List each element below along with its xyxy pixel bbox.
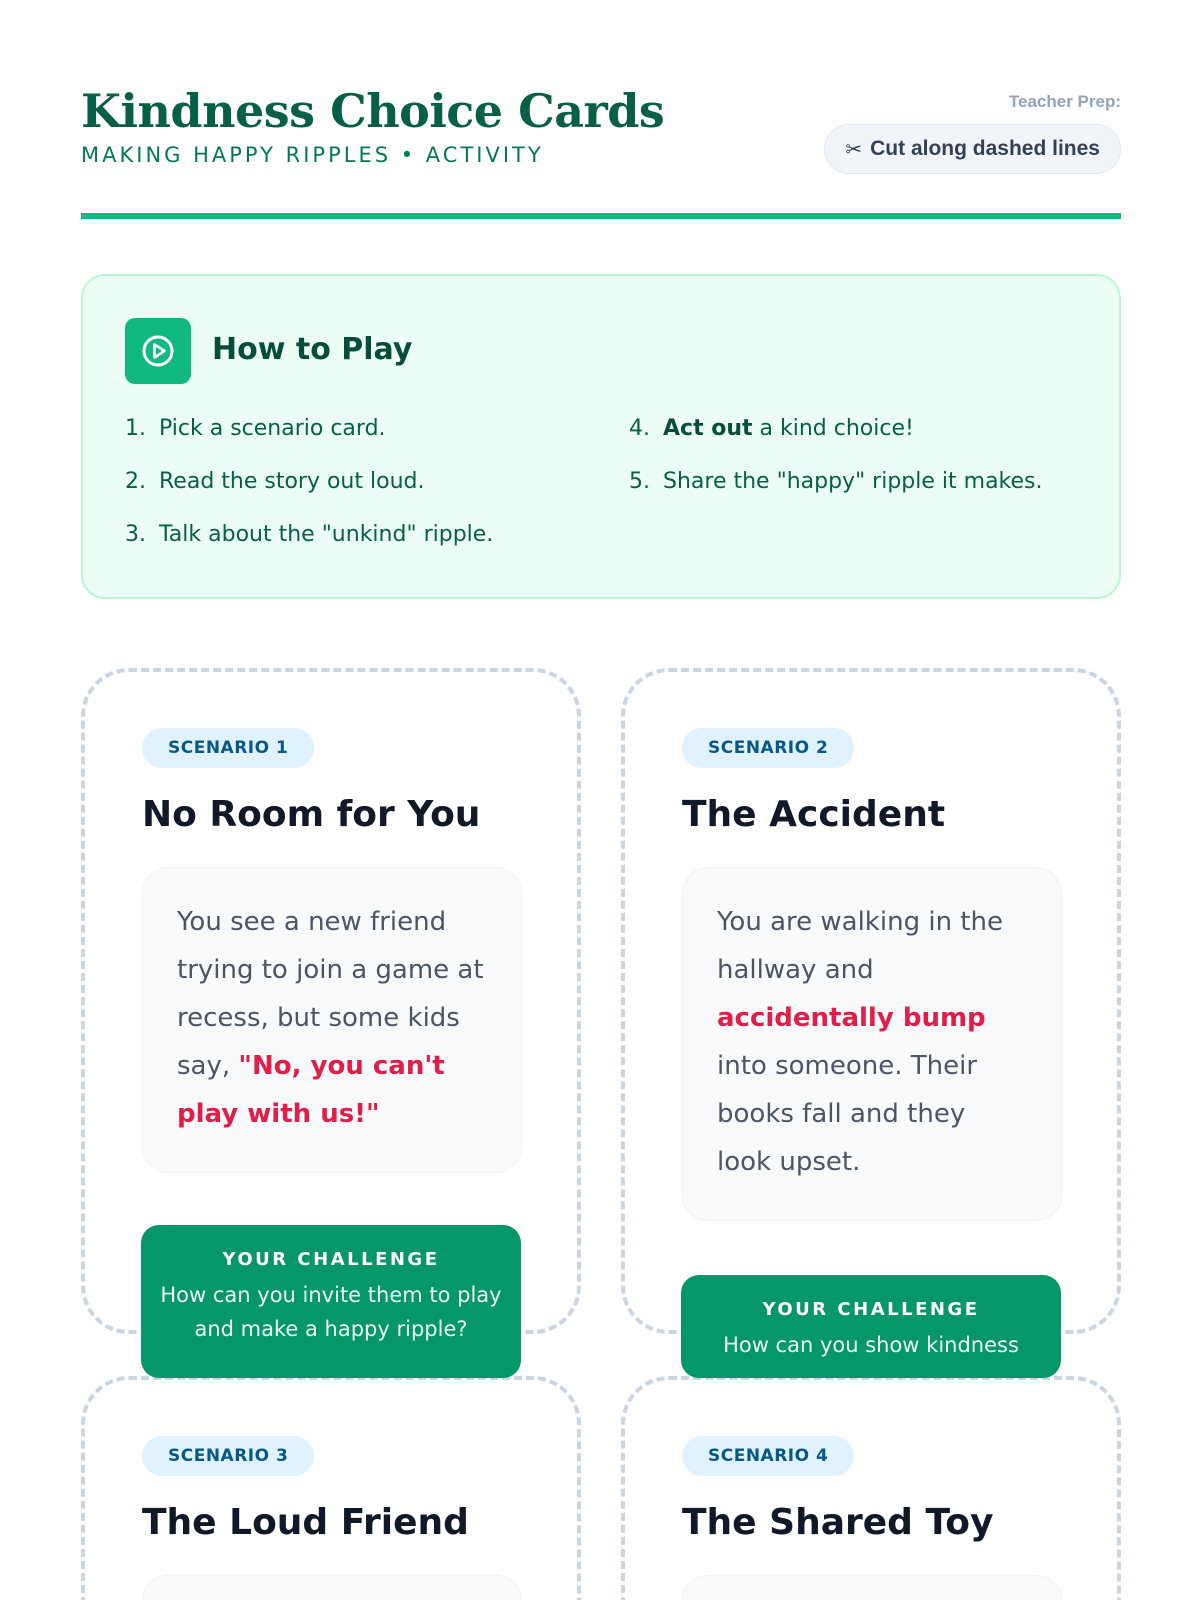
step-item <box>629 469 1043 494</box>
step-text: Talk about the "unkind" ripple. <box>159 522 494 547</box>
header-divider <box>81 213 1121 219</box>
challenge-box-1 <box>141 1225 521 1378</box>
scenario-card-2 <box>621 668 1121 1334</box>
teacher-prep-pill <box>824 124 1121 174</box>
step-number: 3. <box>125 522 146 547</box>
step-item <box>125 469 424 494</box>
scenario-badge: SCENARIO 4 <box>682 1436 854 1476</box>
challenge-text: How can you show kindness <box>723 1333 1019 1357</box>
story-highlight: accidentally bump <box>717 1003 986 1033</box>
step-emphasis: Act out <box>663 416 753 441</box>
step-number: 1. <box>125 416 146 441</box>
step-number: 5. <box>629 469 650 494</box>
challenge-label: YOUR CHALLENGE <box>762 1299 980 1320</box>
scenario-story <box>682 867 1062 1221</box>
step-item <box>629 416 914 441</box>
how-to-play-panel <box>81 274 1121 599</box>
scenario-title: The Accident <box>682 794 946 835</box>
scissors-icon: ✂ <box>845 137 863 161</box>
scenario-title: No Room for You <box>142 794 481 835</box>
page-title: Kindness Choice Cards <box>81 84 665 138</box>
step-text: a kind choice! <box>752 416 914 441</box>
play-circle-icon <box>125 318 191 384</box>
step-number: 2. <box>125 469 146 494</box>
challenge-box-2 <box>681 1275 1061 1378</box>
challenge-text: How can you invite them to play and make a happy ripple? <box>160 1283 502 1341</box>
page-header <box>81 84 1121 224</box>
scenario-badge: SCENARIO 1 <box>142 728 314 768</box>
scenario-title: The Shared Toy <box>682 1502 994 1543</box>
scenario-title: The Loud Friend <box>142 1502 469 1543</box>
challenge-label: YOUR CHALLENGE <box>222 1249 440 1270</box>
scenario-story <box>142 867 522 1173</box>
story-text: You see a new friend trying to join a game at recess, but some kids say, <box>177 907 484 1081</box>
scenario-story <box>142 1575 522 1600</box>
scenario-story <box>682 1575 1062 1600</box>
scenario-card-3 <box>81 1376 581 1600</box>
how-to-play-title: How to Play <box>212 332 413 367</box>
page-subtitle: MAKING HAPPY RIPPLES • ACTIVITY <box>81 143 544 167</box>
story-text: You are walking in the hallway and <box>717 907 1003 985</box>
step-item <box>125 522 493 547</box>
teacher-prep-label: Teacher Prep: <box>1008 92 1121 111</box>
step-text: Pick a scenario card. <box>159 416 386 441</box>
scenario-card-4 <box>621 1376 1121 1600</box>
scenario-badge: SCENARIO 2 <box>682 728 854 768</box>
story-highlight: "No, you can't play with us!" <box>177 1051 445 1129</box>
step-text: Read the story out loud. <box>159 469 425 494</box>
step-number: 4. <box>629 416 650 441</box>
scenario-badge: SCENARIO 3 <box>142 1436 314 1476</box>
step-text: Share the "happy" ripple it makes. <box>663 469 1043 494</box>
step-item <box>125 416 386 441</box>
story-text-end: into someone. Their books fall and they look upset. <box>717 1051 978 1177</box>
teacher-prep-text: Cut along dashed lines <box>870 137 1100 160</box>
